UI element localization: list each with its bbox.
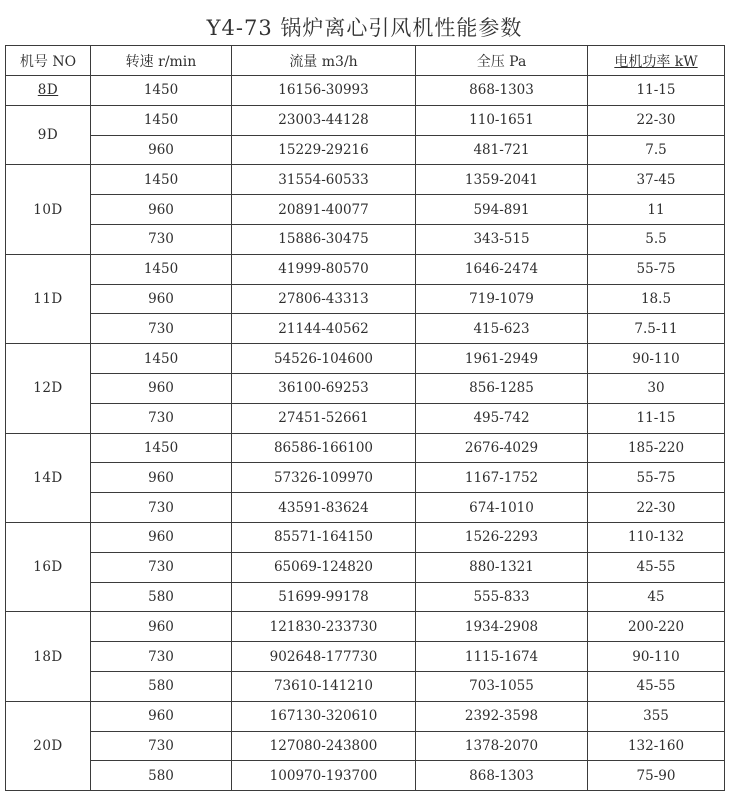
flow-cell: 20891-40077 — [232, 195, 416, 225]
pressure-cell: 1378-2070 — [416, 731, 588, 761]
speed-cell: 580 — [91, 671, 232, 701]
table-header-row — [6, 46, 725, 76]
table-row — [6, 105, 725, 135]
speed-cell: 730 — [91, 552, 232, 582]
speed-cell: 1450 — [91, 433, 232, 463]
model-cell: 14D — [6, 433, 91, 522]
pressure-cell: 481-721 — [416, 135, 588, 165]
flow-cell: 127080-243800 — [232, 731, 416, 761]
page-title: Y4-73 锅炉离心引风机性能参数 — [206, 16, 523, 40]
model-cell: 8D — [6, 76, 91, 106]
power-cell: 355 — [588, 701, 725, 731]
flow-cell: 54526-104600 — [232, 344, 416, 374]
pressure-cell: 674-1010 — [416, 493, 588, 523]
model-cell: 16D — [6, 522, 91, 611]
flow-cell: 167130-320610 — [232, 701, 416, 731]
model-cell: 18D — [6, 612, 91, 701]
table-row — [6, 224, 725, 254]
model-cell: 12D — [6, 344, 91, 433]
flow-cell: 65069-124820 — [232, 552, 416, 582]
flow-cell: 902648-177730 — [232, 642, 416, 672]
pressure-cell: 594-891 — [416, 195, 588, 225]
flow-cell: 100970-193700 — [232, 761, 416, 791]
table-row — [6, 165, 725, 195]
table-row — [6, 731, 725, 761]
speed-cell: 730 — [91, 403, 232, 433]
power-cell: 55-75 — [588, 254, 725, 284]
table-row — [6, 344, 725, 374]
table-row — [6, 671, 725, 701]
table-row — [6, 552, 725, 582]
speed-cell: 960 — [91, 195, 232, 225]
table-row — [6, 463, 725, 493]
speed-cell: 730 — [91, 642, 232, 672]
speed-cell: 960 — [91, 463, 232, 493]
table-row — [6, 254, 725, 284]
model-cell: 10D — [6, 165, 91, 254]
flow-cell: 21144-40562 — [232, 314, 416, 344]
flow-cell: 86586-166100 — [232, 433, 416, 463]
pressure-cell: 868-1303 — [416, 76, 588, 106]
table-row — [6, 642, 725, 672]
speed-cell: 580 — [91, 761, 232, 791]
power-cell: 90-110 — [588, 642, 725, 672]
flow-cell: 15886-30475 — [232, 224, 416, 254]
flow-cell: 15229-29216 — [232, 135, 416, 165]
pressure-cell: 343-515 — [416, 224, 588, 254]
pressure-cell: 2392-3598 — [416, 701, 588, 731]
pressure-cell: 703-1055 — [416, 671, 588, 701]
header-model-no: 机号 NO — [6, 46, 91, 76]
power-cell: 11-15 — [588, 403, 725, 433]
model-cell: 11D — [6, 254, 91, 343]
power-cell: 45-55 — [588, 671, 725, 701]
pressure-cell: 2676-4029 — [416, 433, 588, 463]
speed-cell: 730 — [91, 731, 232, 761]
power-cell: 30 — [588, 373, 725, 403]
table-row — [6, 433, 725, 463]
flow-cell: 43591-83624 — [232, 493, 416, 523]
speed-cell: 960 — [91, 701, 232, 731]
power-cell: 22-30 — [588, 105, 725, 135]
power-cell: 90-110 — [588, 344, 725, 374]
speed-cell: 730 — [91, 314, 232, 344]
pressure-cell: 1934-2908 — [416, 612, 588, 642]
speed-cell: 1450 — [91, 105, 232, 135]
speed-cell: 1450 — [91, 165, 232, 195]
pressure-cell: 415-623 — [416, 314, 588, 344]
table-row — [6, 195, 725, 225]
table-body — [6, 76, 725, 791]
power-cell: 7.5 — [588, 135, 725, 165]
table-row — [6, 582, 725, 612]
speed-cell: 960 — [91, 612, 232, 642]
header-motor-power: 电机功率 kW — [588, 46, 725, 76]
power-cell: 7.5-11 — [588, 314, 725, 344]
fan-performance-table — [5, 45, 725, 791]
flow-cell: 16156-30993 — [232, 76, 416, 106]
power-cell: 132-160 — [588, 731, 725, 761]
speed-cell: 960 — [91, 135, 232, 165]
table-row — [6, 135, 725, 165]
flow-cell: 41999-80570 — [232, 254, 416, 284]
pressure-cell: 495-742 — [416, 403, 588, 433]
table-row — [6, 761, 725, 791]
power-cell: 37-45 — [588, 165, 725, 195]
header-pressure: 全压 Pa — [416, 46, 588, 76]
power-cell: 75-90 — [588, 761, 725, 791]
power-cell: 110-132 — [588, 522, 725, 552]
table-row — [6, 284, 725, 314]
pressure-cell: 856-1285 — [416, 373, 588, 403]
power-cell: 45 — [588, 582, 725, 612]
pressure-cell: 555-833 — [416, 582, 588, 612]
header-speed: 转速 r/min — [91, 46, 232, 76]
pressure-cell: 868-1303 — [416, 761, 588, 791]
flow-cell: 85571-164150 — [232, 522, 416, 552]
speed-cell: 1450 — [91, 254, 232, 284]
speed-cell: 730 — [91, 224, 232, 254]
power-cell: 45-55 — [588, 552, 725, 582]
pressure-cell: 1167-1752 — [416, 463, 588, 493]
power-cell: 22-30 — [588, 493, 725, 523]
power-cell: 55-75 — [588, 463, 725, 493]
flow-cell: 57326-109970 — [232, 463, 416, 493]
speed-cell: 960 — [91, 373, 232, 403]
power-cell: 185-220 — [588, 433, 725, 463]
flow-cell: 73610-141210 — [232, 671, 416, 701]
power-cell: 200-220 — [588, 612, 725, 642]
pressure-cell: 1359-2041 — [416, 165, 588, 195]
flow-cell: 31554-60533 — [232, 165, 416, 195]
pressure-cell: 110-1651 — [416, 105, 588, 135]
speed-cell: 960 — [91, 522, 232, 552]
flow-cell: 27451-52661 — [232, 403, 416, 433]
header-flow: 流量 m3/h — [232, 46, 416, 76]
power-cell: 11-15 — [588, 76, 725, 106]
flow-cell: 51699-99178 — [232, 582, 416, 612]
speed-cell: 580 — [91, 582, 232, 612]
pressure-cell: 1115-1674 — [416, 642, 588, 672]
flow-cell: 27806-43313 — [232, 284, 416, 314]
speed-cell: 730 — [91, 493, 232, 523]
pressure-cell: 1526-2293 — [416, 522, 588, 552]
speed-cell: 960 — [91, 284, 232, 314]
pressure-cell: 719-1079 — [416, 284, 588, 314]
pressure-cell: 880-1321 — [416, 552, 588, 582]
model-cell: 9D — [6, 105, 91, 165]
model-cell: 20D — [6, 701, 91, 790]
table-row — [6, 522, 725, 552]
table-row — [6, 403, 725, 433]
flow-cell: 23003-44128 — [232, 105, 416, 135]
power-cell: 18.5 — [588, 284, 725, 314]
table-row — [6, 314, 725, 344]
speed-cell: 1450 — [91, 344, 232, 374]
table-row — [6, 76, 725, 106]
table-row — [6, 701, 725, 731]
power-cell: 11 — [588, 195, 725, 225]
table-row — [6, 493, 725, 523]
flow-cell: 121830-233730 — [232, 612, 416, 642]
pressure-cell: 1646-2474 — [416, 254, 588, 284]
power-cell: 5.5 — [588, 224, 725, 254]
table-row — [6, 373, 725, 403]
pressure-cell: 1961-2949 — [416, 344, 588, 374]
table-row — [6, 612, 725, 642]
speed-cell: 1450 — [91, 76, 232, 106]
flow-cell: 36100-69253 — [232, 373, 416, 403]
